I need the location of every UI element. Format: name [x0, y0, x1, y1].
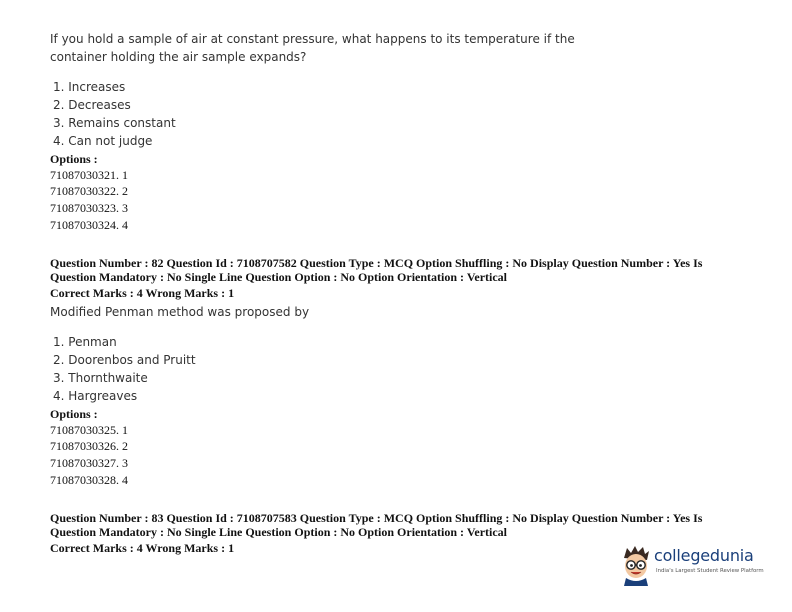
- answer-choice: 4. Can not judge: [53, 134, 153, 148]
- option-id: 71087030323. 3: [50, 201, 128, 215]
- question-meta-line: Question Number : 82 Question Id : 7108707582 Question Type : MCQ Option Shuffling : No Display Question Number : Yes Is: [50, 256, 703, 270]
- answer-choice: 2. Doorenbos and Pruitt: [53, 353, 196, 367]
- answer-choice: 1. Increases: [53, 80, 126, 94]
- mascot-icon: [618, 544, 654, 586]
- marks-line: Correct Marks : 4 Wrong Marks : 1: [50, 541, 235, 555]
- option-id: 71087030326. 2: [50, 439, 128, 453]
- answer-choice: 3. Remains constant: [53, 116, 176, 130]
- answer-choice: 2. Decreases: [53, 98, 131, 112]
- option-id: 71087030324. 4: [50, 218, 128, 232]
- options-label: Options :: [50, 152, 98, 166]
- question-text: Modified Penman method was proposed by: [50, 305, 310, 319]
- logo-tagline: India's Largest Student Review Platform: [656, 568, 764, 574]
- option-id: 71087030321. 1: [50, 168, 128, 182]
- option-id: 71087030322. 2: [50, 184, 128, 198]
- option-id: 71087030327. 3: [50, 456, 128, 470]
- question-text-line: If you hold a sample of air at constant pressure, what happens to its temperature if the: [50, 32, 575, 46]
- marks-line: Correct Marks : 4 Wrong Marks : 1: [50, 286, 235, 300]
- answer-choice: 1. Penman: [53, 335, 117, 349]
- answer-choice: 4. Hargreaves: [53, 389, 138, 403]
- answer-choice: 3. Thornthwaite: [53, 371, 148, 385]
- question-text-line: container holding the air sample expands?: [50, 50, 307, 64]
- option-id: 71087030328. 4: [50, 473, 128, 487]
- question-meta-line: Question Number : 83 Question Id : 7108707583 Question Type : MCQ Option Shuffling : No Display Question Number : Yes Is: [50, 511, 703, 525]
- options-label: Options :: [50, 407, 98, 421]
- option-id: 71087030325. 1: [50, 423, 128, 437]
- collegedunia-logo: [618, 544, 770, 588]
- question-meta-line: Question Mandatory : No Single Line Question Option : No Option Orientation : Vertical: [50, 270, 508, 284]
- logo-wordmark: collegedunia: [654, 546, 754, 565]
- question-meta-line: Question Mandatory : No Single Line Question Option : No Option Orientation : Vertical: [50, 525, 508, 539]
